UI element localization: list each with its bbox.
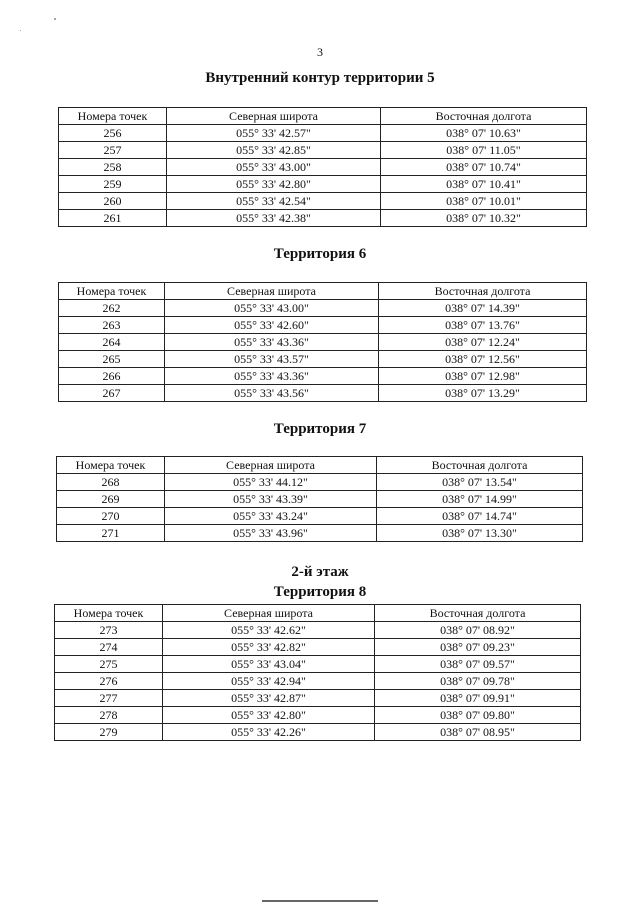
- table-row: [59, 193, 587, 210]
- header-latitude: Северная широта: [165, 283, 379, 300]
- latitude-cell: 055° 33' 42.82": [163, 639, 375, 656]
- longitude-cell: 038° 07' 09.23": [375, 639, 581, 656]
- point-number-cell: 258: [59, 159, 167, 176]
- scan-speck: [20, 30, 21, 31]
- longitude-cell: 038° 07' 12.24": [379, 334, 587, 351]
- point-number-cell: 269: [57, 491, 165, 508]
- table-row: [57, 508, 583, 525]
- longitude-cell: 038° 07' 14.99": [377, 491, 583, 508]
- latitude-cell: 055° 33' 42.57": [167, 125, 381, 142]
- table-row: [59, 142, 587, 159]
- latitude-cell: 055° 33' 42.60": [165, 317, 379, 334]
- point-number-cell: 260: [59, 193, 167, 210]
- table-row: [59, 159, 587, 176]
- table-row: [55, 724, 581, 741]
- header-longitude: Восточная долгота: [377, 457, 583, 474]
- header-point-number: Номера точек: [55, 605, 163, 622]
- page-bottom-rule: [262, 900, 378, 902]
- longitude-cell: 038° 07' 09.80": [375, 707, 581, 724]
- table-row: [59, 351, 587, 368]
- latitude-cell: 055° 33' 43.36": [165, 334, 379, 351]
- section-heading: Внутренний контур территории 5: [205, 70, 435, 86]
- point-number-cell: 259: [59, 176, 167, 193]
- scan-speck: [54, 18, 56, 20]
- latitude-cell: 055° 33' 43.57": [165, 351, 379, 368]
- latitude-cell: 055° 33' 43.36": [165, 368, 379, 385]
- table-row: [55, 656, 581, 673]
- latitude-cell: 055° 33' 42.94": [163, 673, 375, 690]
- point-number-cell: 279: [55, 724, 163, 741]
- longitude-cell: 038° 07' 10.41": [381, 176, 587, 193]
- longitude-cell: 038° 07' 08.95": [375, 724, 581, 741]
- table-row: [59, 385, 587, 402]
- longitude-cell: 038° 07' 13.54": [377, 474, 583, 491]
- point-number-cell: 273: [55, 622, 163, 639]
- point-number-cell: 271: [57, 525, 165, 542]
- longitude-cell: 038° 07' 10.01": [381, 193, 587, 210]
- longitude-cell: 038° 07' 09.57": [375, 656, 581, 673]
- section-heading: Территория 6: [273, 246, 367, 262]
- floor-heading: 2-й этаж: [291, 564, 349, 580]
- latitude-cell: 055° 33' 42.87": [163, 690, 375, 707]
- header-point-number: Номера точек: [59, 108, 167, 125]
- point-number-cell: 267: [59, 385, 165, 402]
- latitude-cell: 055° 33' 42.80": [167, 176, 381, 193]
- header-point-number: Номера точек: [59, 283, 165, 300]
- coordinates-table: [58, 282, 587, 402]
- longitude-cell: 038° 07' 12.56": [379, 351, 587, 368]
- section-heading: Территория 8: [273, 584, 367, 600]
- point-number-cell: 257: [59, 142, 167, 159]
- point-number-cell: 277: [55, 690, 163, 707]
- table-row: [55, 673, 581, 690]
- table-header-row: [59, 108, 587, 125]
- latitude-cell: 055° 33' 42.62": [163, 622, 375, 639]
- header-point-number: Номера точек: [57, 457, 165, 474]
- longitude-cell: 038° 07' 14.74": [377, 508, 583, 525]
- point-number-cell: 268: [57, 474, 165, 491]
- header-longitude: Восточная долгота: [375, 605, 581, 622]
- point-number-cell: 278: [55, 707, 163, 724]
- latitude-cell: 055° 33' 43.24": [165, 508, 377, 525]
- latitude-cell: 055° 33' 44.12": [165, 474, 377, 491]
- point-number-cell: 263: [59, 317, 165, 334]
- point-number-cell: 265: [59, 351, 165, 368]
- table-row: [57, 491, 583, 508]
- header-latitude: Северная широта: [167, 108, 381, 125]
- longitude-cell: 038° 07' 13.30": [377, 525, 583, 542]
- longitude-cell: 038° 07' 13.29": [379, 385, 587, 402]
- point-number-cell: 264: [59, 334, 165, 351]
- table-row: [59, 210, 587, 227]
- table-header-row: [59, 283, 587, 300]
- table-row: [55, 690, 581, 707]
- point-number-cell: 270: [57, 508, 165, 525]
- table-row: [55, 707, 581, 724]
- table-row: [59, 300, 587, 317]
- header-longitude: Восточная долгота: [381, 108, 587, 125]
- latitude-cell: 055° 33' 43.56": [165, 385, 379, 402]
- point-number-cell: 276: [55, 673, 163, 690]
- longitude-cell: 038° 07' 10.63": [381, 125, 587, 142]
- longitude-cell: 038° 07' 12.98": [379, 368, 587, 385]
- table-row: [59, 125, 587, 142]
- table-row: [59, 368, 587, 385]
- table-header-row: [57, 457, 583, 474]
- coordinates-table: [56, 456, 583, 542]
- point-number-cell: 266: [59, 368, 165, 385]
- point-number-cell: 256: [59, 125, 167, 142]
- table-header-row: [55, 605, 581, 622]
- table-row: [55, 639, 581, 656]
- longitude-cell: 038° 07' 09.91": [375, 690, 581, 707]
- header-latitude: Северная широта: [163, 605, 375, 622]
- latitude-cell: 055° 33' 43.39": [165, 491, 377, 508]
- table-row: [59, 176, 587, 193]
- point-number-cell: 262: [59, 300, 165, 317]
- latitude-cell: 055° 33' 43.96": [165, 525, 377, 542]
- longitude-cell: 038° 07' 10.74": [381, 159, 587, 176]
- latitude-cell: 055° 33' 42.85": [167, 142, 381, 159]
- latitude-cell: 055° 33' 43.04": [163, 656, 375, 673]
- longitude-cell: 038° 07' 14.39": [379, 300, 587, 317]
- latitude-cell: 055° 33' 42.38": [167, 210, 381, 227]
- point-number-cell: 274: [55, 639, 163, 656]
- table-row: [59, 317, 587, 334]
- header-latitude: Северная широта: [165, 457, 377, 474]
- table-row: [55, 622, 581, 639]
- latitude-cell: 055° 33' 43.00": [165, 300, 379, 317]
- latitude-cell: 055° 33' 43.00": [167, 159, 381, 176]
- section-heading: Территория 7: [273, 421, 367, 437]
- table-row: [57, 525, 583, 542]
- point-number-cell: 275: [55, 656, 163, 673]
- table-row: [57, 474, 583, 491]
- coordinates-table: [58, 107, 587, 227]
- point-number-cell: 261: [59, 210, 167, 227]
- header-longitude: Восточная долгота: [379, 283, 587, 300]
- latitude-cell: 055° 33' 42.80": [163, 707, 375, 724]
- longitude-cell: 038° 07' 09.78": [375, 673, 581, 690]
- page-number: 3: [317, 45, 323, 59]
- longitude-cell: 038° 07' 11.05": [381, 142, 587, 159]
- latitude-cell: 055° 33' 42.26": [163, 724, 375, 741]
- longitude-cell: 038° 07' 13.76": [379, 317, 587, 334]
- longitude-cell: 038° 07' 08.92": [375, 622, 581, 639]
- latitude-cell: 055° 33' 42.54": [167, 193, 381, 210]
- coordinates-table: [54, 604, 581, 741]
- longitude-cell: 038° 07' 10.32": [381, 210, 587, 227]
- table-row: [59, 334, 587, 351]
